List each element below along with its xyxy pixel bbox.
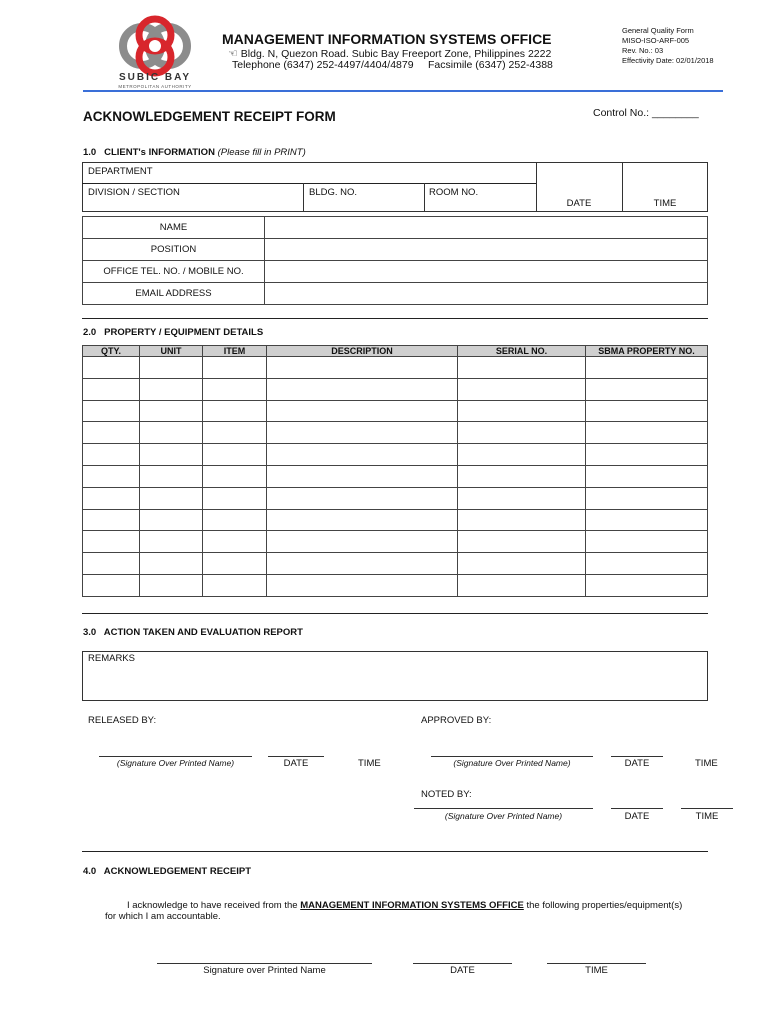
equipment-sbma-property-cell[interactable]: [586, 378, 708, 400]
equipment-description-cell[interactable]: [267, 400, 458, 422]
equipment-item-cell[interactable]: [203, 487, 267, 509]
equipment-item-cell[interactable]: [203, 553, 267, 575]
equipment-unit-cell[interactable]: [140, 574, 203, 596]
equipment-unit-cell[interactable]: [140, 465, 203, 487]
equipment-item-cell[interactable]: [203, 444, 267, 466]
position-label: POSITION: [83, 239, 265, 261]
equipment-item-cell[interactable]: [203, 422, 267, 444]
equipment-row: [83, 553, 708, 575]
col-item: ITEM: [203, 346, 267, 357]
released-signature-caption: (Signature Over Printed Name): [116, 758, 235, 768]
ack-date-label: DATE: [450, 965, 475, 976]
equipment-table: [82, 345, 708, 597]
name-input[interactable]: [265, 217, 708, 239]
equipment-serial-cell[interactable]: [458, 357, 586, 379]
equipment-serial-cell[interactable]: [458, 465, 586, 487]
equipment-unit-cell[interactable]: [140, 487, 203, 509]
form-info-line: MISO-ISO-ARF-005: [622, 36, 690, 45]
equipment-item-cell[interactable]: [203, 574, 267, 596]
ack-signature-caption: Signature over Printed Name: [203, 965, 326, 976]
equipment-row: [83, 487, 708, 509]
equipment-sbma-property-cell[interactable]: [586, 574, 708, 596]
equipment-unit-cell[interactable]: [140, 553, 203, 575]
ack-time-label: TIME: [585, 965, 608, 976]
remarks-label: REMARKS: [88, 653, 135, 664]
equipment-qty-cell[interactable]: [83, 509, 140, 531]
ack-text-after: the following properties/equipment(s): [523, 900, 683, 911]
form-info-line: General Quality Form: [622, 26, 694, 35]
col-serial: SERIAL NO.: [458, 346, 586, 357]
client-info-row: [83, 283, 708, 305]
client-info-table: [82, 216, 708, 305]
email-input[interactable]: [265, 283, 708, 305]
equipment-unit-cell[interactable]: [140, 422, 203, 444]
noted-by-label: NOTED BY:: [421, 789, 472, 800]
header-divider: [83, 90, 723, 92]
control-no[interactable]: Control No.: ________: [593, 107, 699, 119]
divider: [303, 183, 304, 212]
equipment-qty-cell[interactable]: [83, 444, 140, 466]
noted-date-line[interactable]: [611, 808, 663, 809]
equipment-serial-cell[interactable]: [458, 444, 586, 466]
equipment-sbma-property-cell[interactable]: [586, 400, 708, 422]
released-signature-line[interactable]: [99, 756, 252, 757]
equipment-serial-cell[interactable]: [458, 422, 586, 444]
ack-time-line[interactable]: [547, 963, 646, 964]
equipment-header-row: [83, 346, 708, 357]
ack-text-office: MANAGEMENT INFORMATION SYSTEMS OFFICE: [300, 900, 524, 911]
equipment-sbma-property-cell[interactable]: [586, 553, 708, 575]
section-4-heading: 4.0 ACKNOWLEDGEMENT RECEIPT: [83, 866, 252, 877]
approved-by-label: APPROVED BY:: [421, 715, 492, 726]
noted-time-label: TIME: [695, 811, 719, 822]
equipment-description-cell[interactable]: [267, 574, 458, 596]
equipment-description-cell[interactable]: [267, 465, 458, 487]
equipment-item-cell[interactable]: [203, 400, 267, 422]
equipment-description-cell[interactable]: [267, 509, 458, 531]
office-title: MANAGEMENT INFORMATION SYSTEMS OFFICE: [222, 31, 552, 47]
approved-signature-caption: (Signature Over Printed Name): [453, 758, 571, 768]
office-telephone: Telephone (6347) 252-4497/4404/4879: [232, 59, 414, 71]
equipment-unit-cell[interactable]: [140, 509, 203, 531]
equipment-description-cell[interactable]: [267, 357, 458, 379]
equipment-unit-cell[interactable]: [140, 357, 203, 379]
section-3-heading: 3.0 ACTION TAKEN AND EVALUATION REPORT: [83, 627, 303, 638]
equipment-serial-cell[interactable]: [458, 553, 586, 575]
released-time-label: TIME: [358, 758, 381, 769]
equipment-qty-cell[interactable]: [83, 487, 140, 509]
approved-date-label: DATE: [624, 758, 650, 769]
section-1-heading: 1.0 CLIENT's INFORMATION: [83, 147, 215, 158]
equipment-row: [83, 465, 708, 487]
time-label[interactable]: TIME: [653, 198, 677, 209]
noted-time-line[interactable]: [681, 808, 733, 809]
section-1-heading-line: [83, 147, 306, 158]
equipment-row: [83, 422, 708, 444]
equipment-description-cell[interactable]: [267, 487, 458, 509]
office-facsimile: Facsimile (6347) 252-4388: [428, 59, 553, 71]
sbma-logo-icon: [112, 14, 198, 80]
equipment-serial-cell[interactable]: [458, 400, 586, 422]
date-label[interactable]: DATE: [566, 198, 592, 209]
equipment-unit-cell[interactable]: [140, 400, 203, 422]
acknowledgement-text: [105, 900, 725, 922]
equipment-sbma-property-cell[interactable]: [586, 487, 708, 509]
equipment-description-cell[interactable]: [267, 422, 458, 444]
equipment-row: [83, 378, 708, 400]
approved-time-label: TIME: [695, 758, 718, 769]
equipment-description-cell[interactable]: [267, 553, 458, 575]
hand-pointer-icon: ☜: [228, 48, 238, 60]
bldg-label[interactable]: BLDG. NO.: [309, 187, 358, 198]
equipment-item-cell[interactable]: [203, 357, 267, 379]
equipment-description-cell[interactable]: [267, 444, 458, 466]
noted-signature-line[interactable]: [414, 808, 593, 809]
equipment-description-cell[interactable]: [267, 378, 458, 400]
released-by-label: RELEASED BY:: [88, 715, 157, 726]
division-label[interactable]: DIVISION / SECTION: [88, 187, 180, 198]
equipment-item-cell[interactable]: [203, 378, 267, 400]
equipment-sbma-property-cell[interactable]: [586, 465, 708, 487]
equipment-unit-cell[interactable]: [140, 378, 203, 400]
equipment-unit-cell[interactable]: [140, 531, 203, 553]
equipment-row: [83, 509, 708, 531]
form-info-line: Effectivity Date: 02/01/2018: [622, 56, 714, 65]
equipment-qty-cell[interactable]: [83, 553, 140, 575]
equipment-description-cell[interactable]: [267, 531, 458, 553]
equipment-qty-cell[interactable]: [83, 400, 140, 422]
released-date-line[interactable]: [268, 756, 324, 757]
name-label: NAME: [83, 217, 265, 239]
col-sbma-property: SBMA PROPERTY NO.: [586, 346, 708, 357]
equipment-sbma-property-cell[interactable]: [586, 422, 708, 444]
equipment-qty-cell[interactable]: [83, 357, 140, 379]
ack-text-before: I acknowledge to have received from the: [127, 900, 301, 911]
ack-text-line2: for which I am accountable.: [105, 911, 221, 922]
section-divider: [82, 851, 708, 852]
department-label[interactable]: DEPARTMENT: [88, 166, 153, 177]
remarks-box[interactable]: [82, 651, 708, 701]
equipment-qty-cell[interactable]: [83, 574, 140, 596]
col-description: DESCRIPTION: [267, 346, 458, 357]
col-unit: UNIT: [140, 346, 203, 357]
equipment-sbma-property-cell[interactable]: [586, 444, 708, 466]
equipment-qty-cell[interactable]: [83, 531, 140, 553]
sbma-logo: [112, 14, 198, 96]
ack-date-line[interactable]: [413, 963, 512, 964]
equipment-row: [83, 444, 708, 466]
form-info: [622, 26, 714, 66]
position-input[interactable]: [265, 239, 708, 261]
equipment-qty-cell[interactable]: [83, 378, 140, 400]
client-info-row: [83, 261, 708, 283]
section-1-note: (Please fill in PRINT): [217, 147, 306, 158]
tel-input[interactable]: [265, 261, 708, 283]
equipment-qty-cell[interactable]: [83, 465, 140, 487]
section-divider: [82, 318, 708, 319]
equipment-row: [83, 400, 708, 422]
form-info-line: Rev. No.: 03: [622, 46, 664, 55]
equipment-row: [83, 531, 708, 553]
divider: [82, 183, 537, 184]
equipment-sbma-property-cell[interactable]: [586, 357, 708, 379]
equipment-sbma-property-cell[interactable]: [586, 509, 708, 531]
released-date-label: DATE: [283, 758, 309, 769]
equipment-sbma-property-cell[interactable]: [586, 531, 708, 553]
section-divider: [82, 613, 708, 614]
equipment-qty-cell[interactable]: [83, 422, 140, 444]
tel-label: OFFICE TEL. NO. / MOBILE NO.: [83, 261, 265, 283]
section-2-heading: 2.0 PROPERTY / EQUIPMENT DETAILS: [83, 327, 264, 338]
logo-text: SUBIC BAY: [118, 72, 192, 83]
logo-subtext: METROPOLITAN AUTHORITY: [118, 84, 192, 89]
office-address: Bldg. N, Quezon Road. Subic Bay Freeport Zone, Philippines 2222: [240, 48, 552, 60]
divider: [424, 183, 425, 212]
equipment-item-cell[interactable]: [203, 509, 267, 531]
noted-date-label: DATE: [624, 811, 650, 822]
equipment-serial-cell[interactable]: [458, 487, 586, 509]
form-title: ACKNOWLEDGEMENT RECEIPT FORM: [83, 109, 336, 124]
equipment-serial-cell[interactable]: [458, 531, 586, 553]
room-label[interactable]: ROOM NO.: [429, 187, 479, 198]
equipment-item-cell[interactable]: [203, 465, 267, 487]
equipment-unit-cell[interactable]: [140, 444, 203, 466]
equipment-row: [83, 357, 708, 379]
email-label: EMAIL ADDRESS: [83, 283, 265, 305]
equipment-item-cell[interactable]: [203, 531, 267, 553]
approved-signature-line[interactable]: [431, 756, 593, 757]
noted-signature-caption: (Signature Over Printed Name): [444, 811, 563, 821]
equipment-serial-cell[interactable]: [458, 509, 586, 531]
equipment-row: [83, 574, 708, 596]
ack-signature-line[interactable]: [157, 963, 372, 964]
col-qty: QTY.: [83, 346, 140, 357]
equipment-serial-cell[interactable]: [458, 378, 586, 400]
equipment-serial-cell[interactable]: [458, 574, 586, 596]
approved-date-line[interactable]: [611, 756, 663, 757]
client-info-row: [83, 239, 708, 261]
client-info-row: [83, 217, 708, 239]
